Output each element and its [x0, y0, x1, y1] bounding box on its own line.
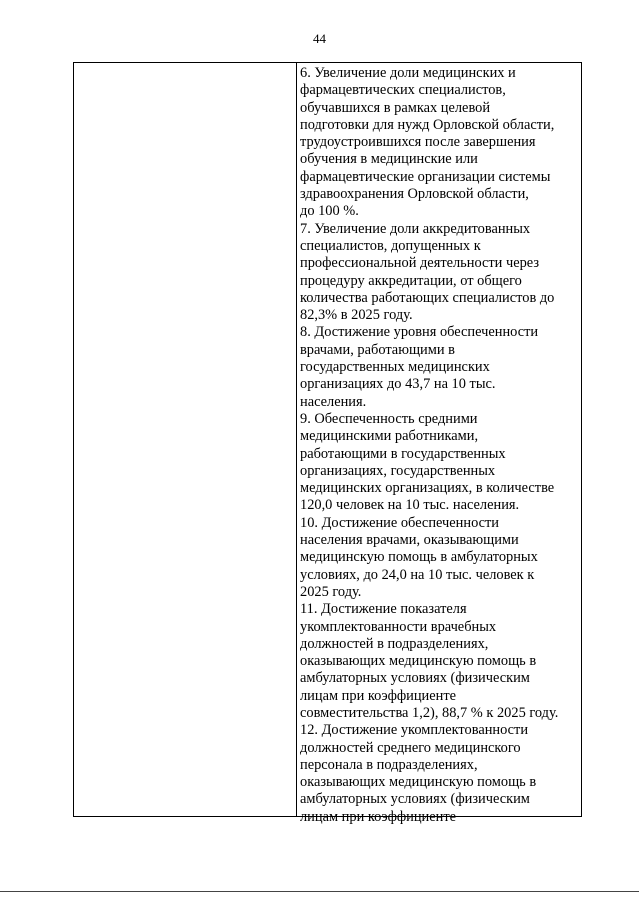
- right-cell: [300, 65, 580, 826]
- left-cell: [74, 63, 296, 816]
- list-item-11: 11. Достижение показателя укомплектованности врачебных должностей в подразделениях, оказывающих медицинскую помощь в амбулаторных условиях (физическим лицам при коэффициенте совместительства 1,2), 88,7 % к 2025 году.: [300, 601, 559, 721]
- list-item-6: 6. Увеличение доли медицинских и фармацевтических специалистов, обучавшихся в рамках целевой подготовки для нужд Орловской области, трудоустроившихся после завершения обучения в медицинские или фармацевтические организации системы здравоохранения Орловской области, до 100 %.: [300, 65, 555, 220]
- list-item-12: 12. Достижение укомплектованности должностей среднего медицинского персонала в подразделениях, оказывающих медицинскую помощь в амбулаторных условиях (физическим лицам при коэффициенте: [300, 722, 537, 825]
- list-item-7: 7. Увеличение доли аккредитованных специалистов, допущенных к профессиональной деятельности через процедуру аккредитации, от общего количества работающих специалистов до 82,3% в 2025 году.: [300, 220, 555, 324]
- list-item-10: 10. Достижение обеспеченности населения врачами, оказывающими медицинскую помощь в амбулаторных условиях, до 24,0 на 10 тыс. человек к 2025 году.: [300, 514, 538, 600]
- column-divider: [296, 63, 297, 816]
- bottom-rule: [0, 891, 639, 892]
- document-table: [73, 62, 582, 825]
- list-item-9: 9. Обеспеченность средними медицинскими работниками, работающими в государственных организациях, государственных медицинских организациях, в количестве 120,0 человек на 10 тыс. населения.: [300, 410, 555, 514]
- list-item-8: 8. Достижение уровня обеспеченности врачами, работающими в государственных медицинских организациях до 43,7 на 10 тыс. населения.: [300, 324, 539, 410]
- page-number: 44: [313, 31, 326, 46]
